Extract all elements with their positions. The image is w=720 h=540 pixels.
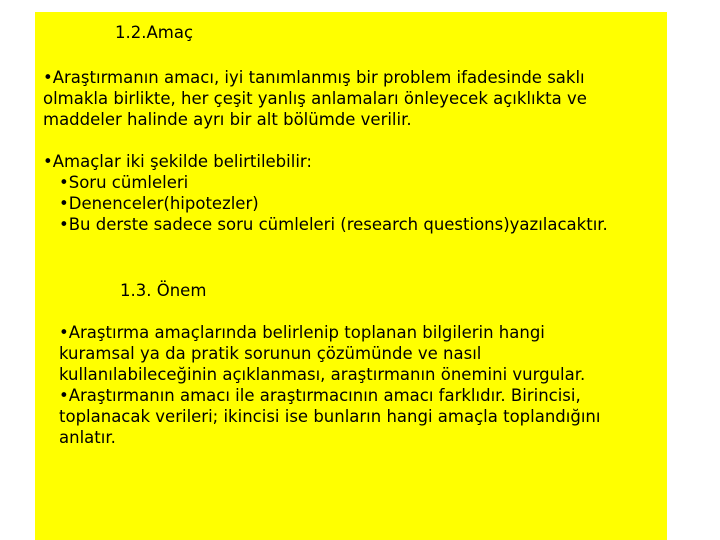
section-heading-onem: 1.3. Önem: [120, 281, 207, 300]
paragraph-intro: •Amaçlar iki şekilde belirtilebilir:: [43, 152, 312, 171]
slide-panel: [35, 12, 667, 540]
paragraph-amac-types: [43, 151, 608, 235]
paragraph-line: kuramsal ya da pratik sorunun çözümünde ve nasıl: [59, 344, 482, 363]
list-item: •Bu derste sadece soru cümleleri (research questions)yazılacaktır.: [59, 215, 608, 234]
paragraph-line: olmakla birlikte, her çeşit yanlış anlamaları önleyecek açıklıkta ve: [43, 89, 587, 108]
paragraph-line: •Araştırmanın amacı, iyi tanımlanmış bir problem ifadesinde saklı: [43, 68, 585, 87]
paragraph-amac-definition: [43, 67, 587, 130]
paragraph-line: maddeler halinde ayrı bir alt bölümde verilir.: [43, 110, 412, 129]
paragraph-line: •Araştırma amaçlarında belirlenip toplanan bilgilerin hangi: [59, 323, 545, 342]
section-heading-amac: 1.2.Amaç: [115, 23, 194, 42]
paragraph-line: anlatır.: [59, 428, 116, 447]
paragraph-line: toplanacak verileri; ikincisi ise bunların hangi amaçla toplandığını: [59, 407, 601, 426]
paragraph-onem: [59, 322, 600, 448]
list-item: •Soru cümleleri: [59, 173, 189, 192]
paragraph-line: •Araştırmanın amacı ile araştırmacının amacı farklıdır. Birincisi,: [59, 386, 581, 405]
list-item: •Denenceler(hipotezler): [59, 194, 259, 213]
paragraph-line: kullanılabileceğinin açıklanması, araştırmanın önemini vurgular.: [59, 365, 586, 384]
